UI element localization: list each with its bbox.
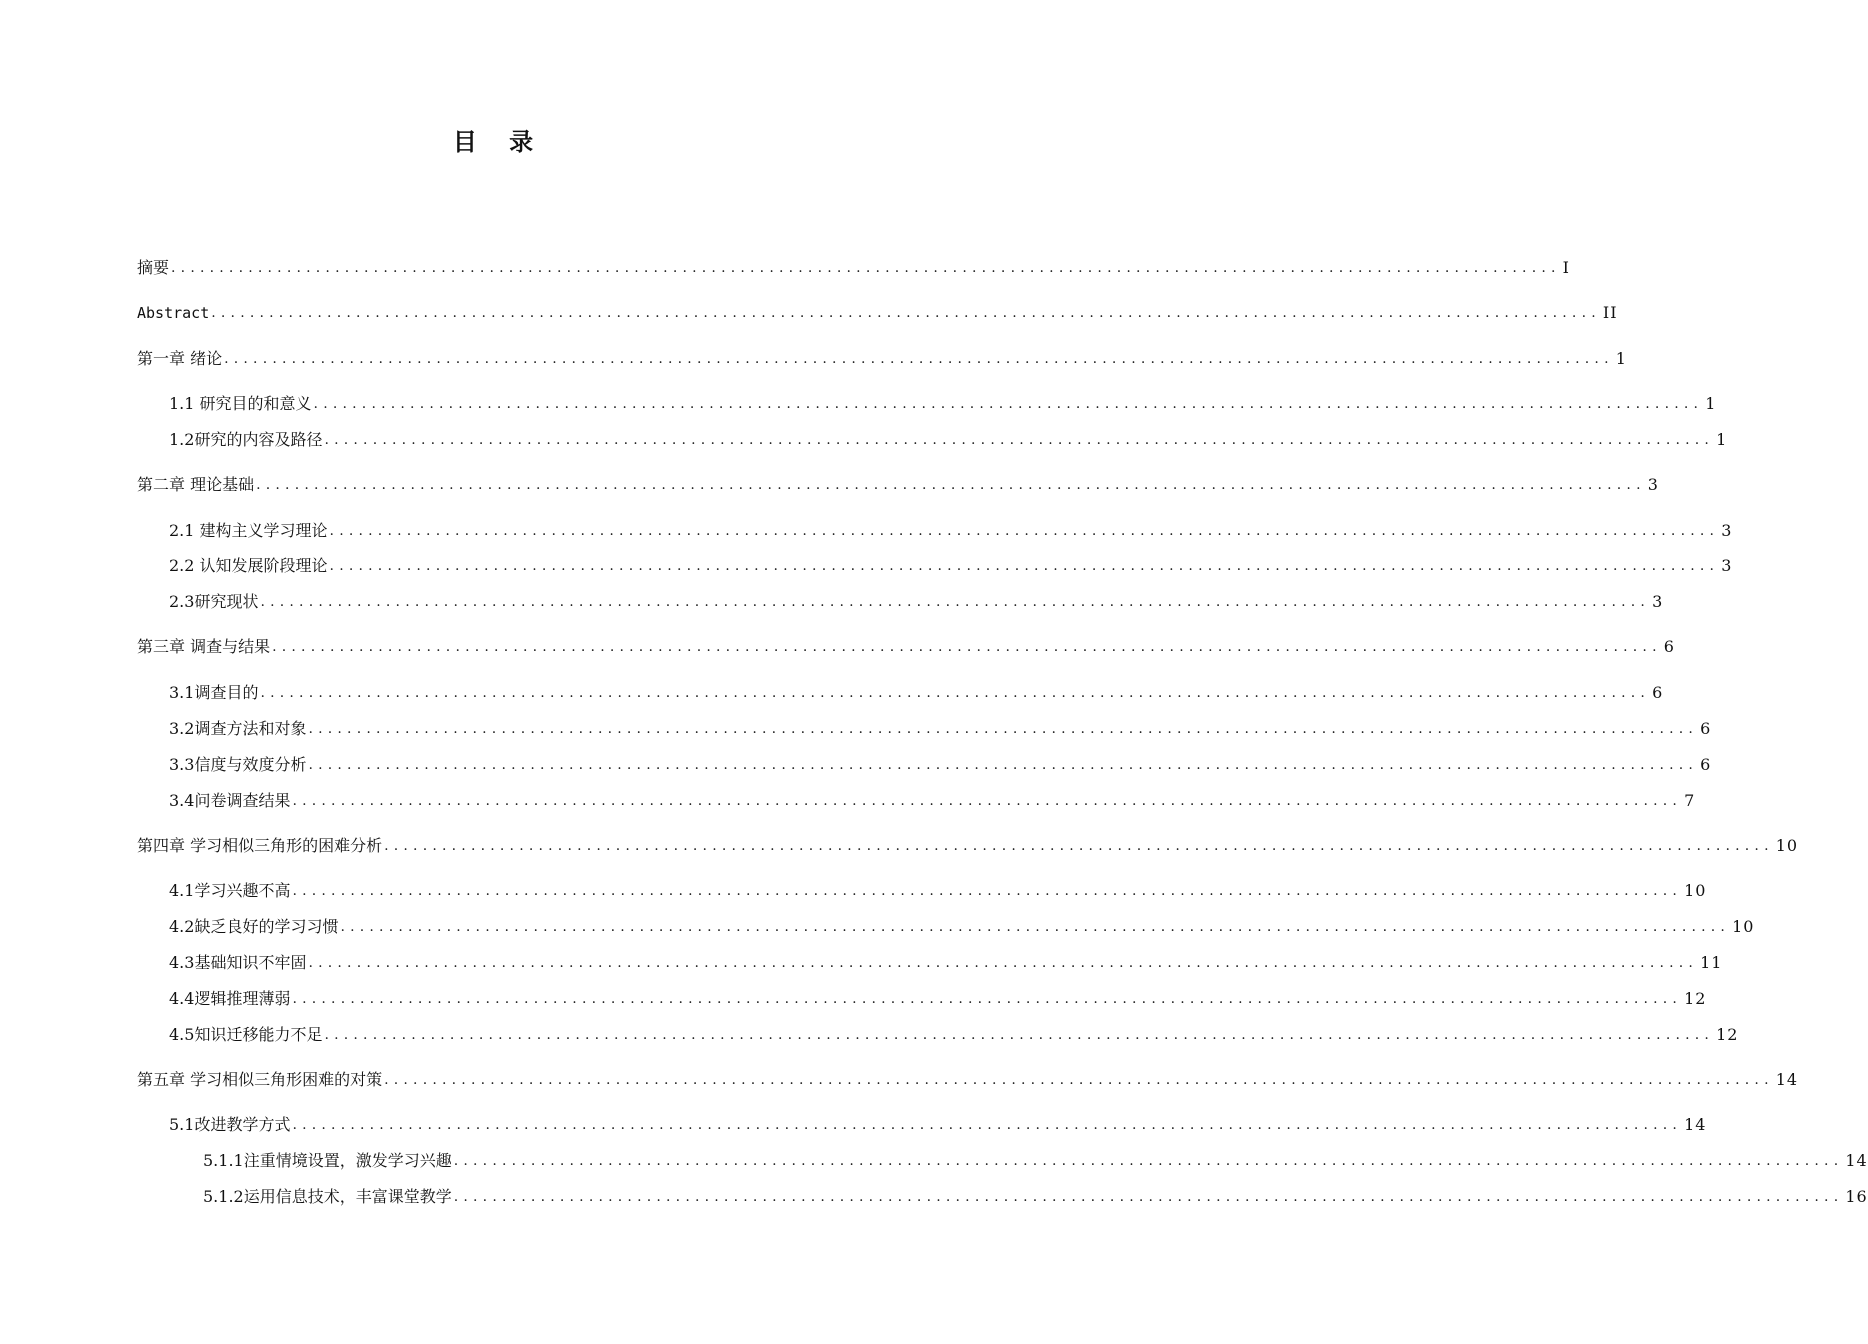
dot-leader: ................................................................................................................................................ bbox=[292, 1117, 1683, 1133]
toc-entry-chapter-4[interactable] bbox=[137, 834, 1799, 858]
dot-leader: ................................................................................................................................................ bbox=[211, 305, 1601, 321]
toc-entry-label: 5.1.1注重情境设置，激发学习兴趣 bbox=[203, 1151, 452, 1170]
toc-page-number: 1 bbox=[1716, 430, 1728, 449]
toc-page-number: 3 bbox=[1652, 592, 1664, 611]
toc-entry-4-2[interactable] bbox=[169, 915, 1755, 939]
toc-page-number: 3 bbox=[1721, 556, 1733, 575]
toc-entry-4-4[interactable] bbox=[169, 987, 1707, 1011]
toc-page-number: 10 bbox=[1684, 881, 1707, 900]
toc-entry-label: 5.1改进教学方式 bbox=[169, 1115, 291, 1134]
toc-page-number: 14 bbox=[1684, 1115, 1707, 1134]
toc-entry-label: 第一章 绪论 bbox=[137, 349, 223, 368]
dot-leader: ................................................................................................................................................ bbox=[384, 838, 1774, 854]
page-title: 目 录 bbox=[452, 128, 546, 156]
toc-page-number: 7 bbox=[1684, 791, 1696, 810]
toc-entry-label: 3.4问卷调查结果 bbox=[169, 791, 291, 810]
toc-entry-5-1[interactable] bbox=[169, 1113, 1707, 1137]
toc-page-number: 10 bbox=[1775, 836, 1799, 855]
dot-leader: ................................................................................................................................................ bbox=[324, 1027, 1715, 1043]
toc-entry-4-5[interactable] bbox=[169, 1023, 1739, 1047]
toc-page-number: 12 bbox=[1716, 1025, 1739, 1044]
toc-page-number: 6 bbox=[1700, 755, 1712, 774]
toc-page-number: 6 bbox=[1700, 719, 1712, 738]
dot-leader: ................................................................................................................................................ bbox=[308, 955, 1699, 971]
toc-entry-1-1[interactable] bbox=[169, 392, 1717, 416]
toc-page-number: 3 bbox=[1721, 521, 1733, 540]
toc-entry-label: 第五章 学习相似三角形困难的对策 bbox=[137, 1070, 383, 1089]
toc-entry-label: 3.3信度与效度分析 bbox=[169, 755, 307, 774]
toc-page-number: 14 bbox=[1845, 1151, 1868, 1170]
dot-leader: ................................................................................................................................................ bbox=[260, 594, 1651, 610]
toc-page-number: 1 bbox=[1705, 394, 1717, 413]
toc-entry-label: 4.5知识迁移能力不足 bbox=[169, 1025, 323, 1044]
toc-page-number: 6 bbox=[1663, 637, 1675, 656]
dot-leader: ................................................................................................................................................ bbox=[453, 1153, 1844, 1169]
toc-entry-chapter-5[interactable] bbox=[137, 1068, 1799, 1092]
toc-entry-label: 第二章 理论基础 bbox=[137, 475, 255, 494]
toc-entry-abstract-cn[interactable] bbox=[137, 256, 1570, 280]
dot-leader: ................................................................................................................................................ bbox=[308, 721, 1699, 737]
toc-entry-5-1-1[interactable] bbox=[203, 1149, 1868, 1173]
toc-page-number: I bbox=[1562, 258, 1570, 277]
toc-entry-chapter-1[interactable] bbox=[137, 347, 1627, 371]
toc-page-number: 6 bbox=[1652, 683, 1664, 702]
toc-entry-label: 摘要 bbox=[137, 258, 170, 277]
dot-leader: ................................................................................................................................................ bbox=[308, 757, 1699, 773]
dot-leader: ................................................................................................................................................ bbox=[171, 260, 1561, 276]
toc-entry-3-4[interactable] bbox=[169, 789, 1696, 813]
toc-entry-label: 5.1.2运用信息技术，丰富课堂教学 bbox=[203, 1187, 452, 1206]
toc-entry-label: 2.1 建构主义学习理论 bbox=[169, 521, 328, 540]
toc-entry-label: 4.2缺乏良好的学习习惯 bbox=[169, 917, 339, 936]
toc-entry-label: 3.1调查目的 bbox=[169, 683, 259, 702]
toc-page-number: 12 bbox=[1684, 989, 1707, 1008]
toc-entry-label: 4.3基础知识不牢固 bbox=[169, 953, 307, 972]
dot-leader: ................................................................................................................................................ bbox=[384, 1072, 1774, 1088]
toc-page-number: 11 bbox=[1700, 953, 1723, 972]
toc-entry-label: 2.3研究现状 bbox=[169, 592, 259, 611]
dot-leader: ................................................................................................................................................ bbox=[329, 558, 1720, 574]
toc-entry-2-1[interactable] bbox=[169, 519, 1733, 543]
dot-leader: ................................................................................................................................................ bbox=[340, 919, 1731, 935]
toc-entry-abstract-en[interactable] bbox=[137, 301, 1618, 325]
toc-entry-label: 4.1学习兴趣不高 bbox=[169, 881, 291, 900]
toc-entry-3-2[interactable] bbox=[169, 717, 1712, 741]
toc-entry-chapter-3[interactable] bbox=[137, 635, 1675, 659]
toc-entry-label: 4.4逻辑推理薄弱 bbox=[169, 989, 291, 1008]
toc-entry-chapter-2[interactable] bbox=[137, 473, 1659, 497]
toc-entry-label: 1.2研究的内容及路径 bbox=[169, 430, 323, 449]
toc-page-number: 1 bbox=[1615, 349, 1627, 368]
toc-page-number: 3 bbox=[1647, 475, 1659, 494]
dot-leader: ................................................................................................................................................ bbox=[292, 883, 1683, 899]
toc-page-number: 16 bbox=[1845, 1187, 1868, 1206]
dot-leader: ................................................................................................................................................ bbox=[292, 793, 1683, 809]
dot-leader: ................................................................................................................................................ bbox=[260, 685, 1651, 701]
toc-entry-3-1[interactable] bbox=[169, 681, 1664, 705]
toc-entry-label: 第四章 学习相似三角形的困难分析 bbox=[137, 836, 383, 855]
toc-entry-4-1[interactable] bbox=[169, 879, 1707, 903]
dot-leader: ................................................................................................................................................ bbox=[256, 477, 1646, 493]
dot-leader: ................................................................................................................................................ bbox=[224, 351, 1614, 367]
toc-entry-4-3[interactable] bbox=[169, 951, 1723, 975]
dot-leader: ................................................................................................................................................ bbox=[329, 523, 1720, 539]
dot-leader: ................................................................................................................................................ bbox=[272, 639, 1662, 655]
dot-leader: ................................................................................................................................................ bbox=[313, 396, 1704, 412]
dot-leader: ................................................................................................................................................ bbox=[324, 432, 1715, 448]
toc-page-number: 14 bbox=[1775, 1070, 1799, 1089]
toc-entry-2-3[interactable] bbox=[169, 590, 1664, 614]
toc-entry-label: 3.2调查方法和对象 bbox=[169, 719, 307, 738]
dot-leader: ................................................................................................................................................ bbox=[453, 1189, 1844, 1205]
toc-page-number: 10 bbox=[1732, 917, 1755, 936]
toc-entry-label: 2.2 认知发展阶段理论 bbox=[169, 556, 328, 575]
toc-entry-3-3[interactable] bbox=[169, 753, 1712, 777]
dot-leader: ................................................................................................................................................ bbox=[292, 991, 1683, 1007]
toc-entry-label: Abstract bbox=[137, 304, 210, 322]
toc-entry-5-1-2[interactable] bbox=[203, 1185, 1868, 1209]
toc-entry-1-2[interactable] bbox=[169, 428, 1728, 452]
toc-entry-2-2[interactable] bbox=[169, 554, 1733, 578]
toc-entry-label: 第三章 调查与结果 bbox=[137, 637, 271, 656]
toc-entry-label: 1.1 研究目的和意义 bbox=[169, 394, 312, 413]
toc-page-number: II bbox=[1602, 303, 1618, 322]
